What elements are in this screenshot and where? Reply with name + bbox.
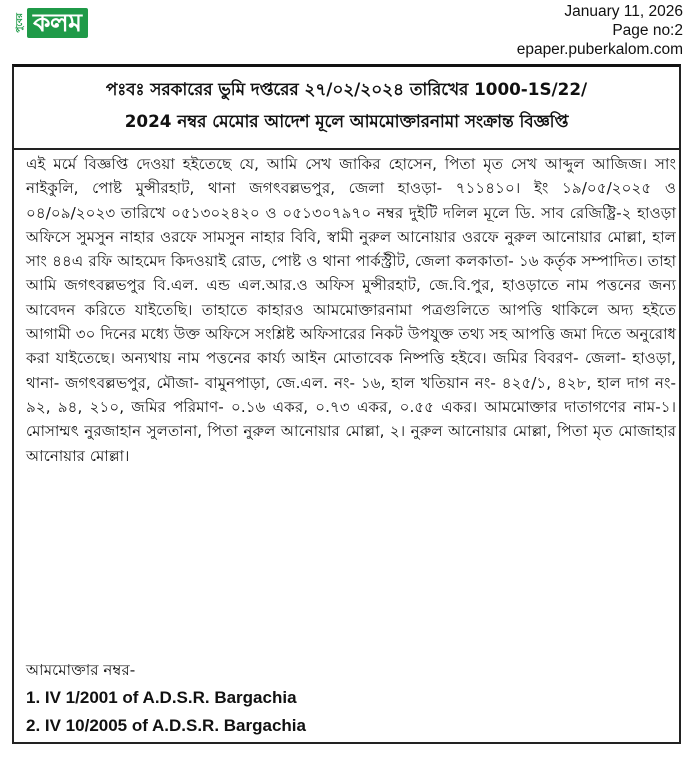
logo-main-text: কলম bbox=[27, 8, 88, 38]
newspaper-logo bbox=[16, 8, 88, 38]
records-list bbox=[26, 684, 306, 740]
page-number: Page no:2 bbox=[612, 22, 683, 39]
edition-meta bbox=[517, 2, 683, 59]
record-item: 2. IV 10/2005 of A.D.S.R. Bargachia bbox=[26, 716, 306, 735]
notice-headline bbox=[14, 67, 679, 137]
headline-line-2: 2024 নম্বর মেমোর আদেশ মূলে আমমোক্তারনামা সংক্রান্ত বিজ্ঞপ্তি bbox=[124, 111, 569, 131]
logo-small-text: পুবের bbox=[15, 13, 25, 33]
epaper-site: epaper.puberkalom.com bbox=[516, 41, 683, 58]
edition-date: January 11, 2026 bbox=[564, 3, 683, 20]
record-item: 1. IV 1/2001 of A.D.S.R. Bargachia bbox=[26, 688, 297, 707]
notice-body-paragraph: এই মর্মে বিজ্ঞপ্তি দেওয়া হইতেছে যে, আমি সেখ জাকির হোসেন, পিতা মৃত সেখ আব্দুল আজিজ। সাং নাইকুলি, পোষ্ট মুন্সীরহাট, থানা জগৎবল্লভপুর, জেলা হাওড়া- ৭১১৪১০। ইং ১৯/০৫/২০২৫ ও ০৪/০৯/২০২৩ তারিখে ০৫১৩০২৪২০ ও ০৫১৩০৭৯৭০ নম্বর দুইটি দলিল মূলে ডি. সাব রেজিষ্ট্রি-২ হাওড়া অফিসে সুমসুন নাহার ওরফে সামসুন নাহার বিবি, স্বামী নুরুল আনোয়ার ওরফে নুরুল আনোয়ার মোল্লা, হাল সাং ৪৪এ রফি আহমেদ কিদওয়াই রোড, পোষ্ট ও থানা পার্কস্ট্রীট, জেলা কলকাতা- ১৬ কর্তৃক সম্পাদিত। তাহা আমি জগৎবল্লভপুর বি.এল. এন্ড এল.আর.ও অফিস মুন্সীরহাট, জে.বি.পুর, হাওড়াতে নাম পত্তনের জন্য আবেদন করিতে যাইতেছি। তাহাতে কাহারও আমমোক্তারনামা পত্রগুলিতে আপত্তি থাকিলে অদ্য হইতে আগামী ৩০ দিনের মধ্যে উক্ত অফিসে সংশ্লিষ্ট অফিসারের নিকট উপযুক্ত তথ্য সহ আপত্তি জমা দিতে অনুরোধ করা যাইতেছে। অন্যথায় নাম পত্তনের কার্য্য আইন মোতাবেক নিষ্পত্তি হইবে। জমির বিবরণ- জেলা- হাওড়া, থানা- জগৎবল্লভপুর, মৌজা- বামুনপাড়া, জে.এল. নং- ১৬, হাল খতিয়ান নং- ৪২৫/১, ৪২৮, হাল দাগ নং- ৯২, ৯৪, ২১০, জমির পরিমাণ- ০.১৬ একর, ০.৭৩ একর, ০.৫৫ একর। আমমোক্তার দাতাগণের নাম-১। মোসাম্মৎ নুরজাহান সুলতানা, পিতা নুরুল আনোয়ার মোল্লা, ২। নুরুল আনোয়ার মোল্লা, পিতা মৃত মোজাহার আনোয়ার মোল্লা। bbox=[26, 155, 676, 465]
headline-divider bbox=[14, 148, 679, 150]
records-label: আমমোক্তার নম্বর- bbox=[26, 661, 136, 679]
masthead bbox=[0, 0, 699, 62]
headline-line-1: পঃবঃ সরকারের ভুমি দপ্তরের ২৭/০২/২০২৪ তারিখের 1000-1S/22/ bbox=[105, 79, 588, 99]
notice-body bbox=[26, 152, 676, 468]
